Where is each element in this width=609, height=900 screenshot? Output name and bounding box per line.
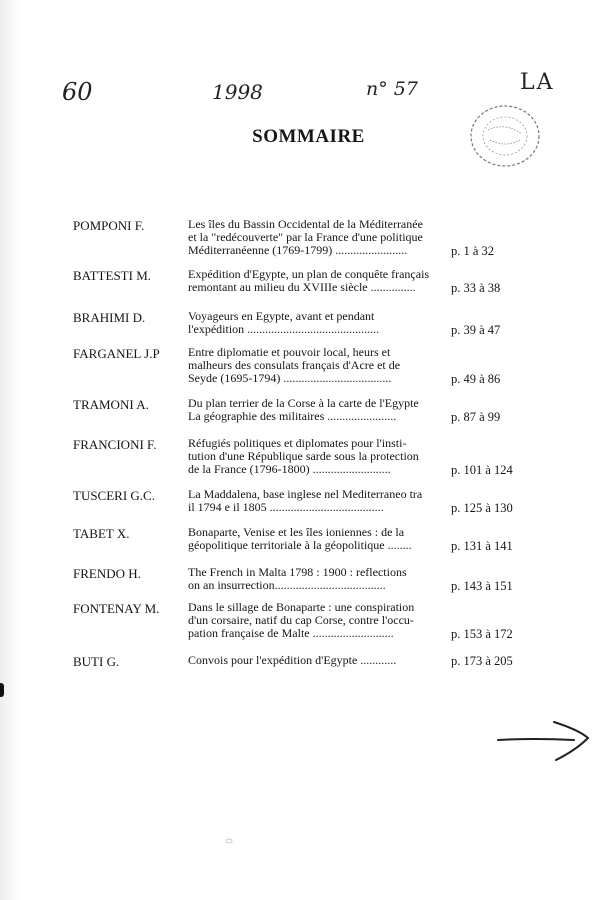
toc-title-line: La Maddalena, base inglese nel Mediterraneo tra: [188, 488, 423, 501]
toc-title-line: on an insurrection.....................................: [188, 579, 386, 592]
paper-smudge: [225, 838, 233, 844]
toc-title-line: de la France (1796-1800) ..........................: [188, 463, 391, 476]
toc-page-range: p. 39 à 47: [451, 323, 501, 337]
handwritten-year: 1998: [212, 80, 263, 104]
toc-author: FRANCIONI F.: [73, 437, 157, 452]
toc-title-line: pation française de Malte ...........................: [188, 627, 394, 640]
toc-title-line: Bonaparte, Venise et les îles ioniennes : de la: [188, 526, 405, 539]
toc-article-title: [188, 654, 450, 667]
toc-title-line: remontant au milieu du XVIIIe siècle ...............: [188, 281, 416, 294]
toc-article-title: [188, 437, 450, 476]
toc-page-range: p. 153 à 172: [451, 627, 513, 641]
toc-author: TUSCERI G.C.: [73, 488, 155, 503]
toc-title-line: The French in Malta 1798 : 1900 : reflections: [188, 566, 407, 579]
toc-article-title: [188, 566, 450, 592]
toc-author: FONTENAY M.: [73, 601, 160, 616]
toc-page-range: p. 173 à 205: [451, 654, 513, 668]
toc-author: TRAMONI A.: [73, 397, 149, 412]
toc-title-line: La géographie des militaires .......................: [188, 410, 397, 423]
toc-title-line: Convois pour l'expédition d'Egypte ............: [188, 654, 397, 667]
toc-page-range: p. 143 à 151: [451, 579, 513, 593]
toc-title-line: Du plan terrier de la Corse à la carte de l'Egypte: [188, 397, 419, 410]
binding-mark: [0, 683, 4, 697]
toc-title-line: Voyageurs en Egypte, avant et pendant: [188, 310, 375, 323]
toc-article-title: [188, 601, 450, 640]
toc-author: TABET X.: [73, 526, 130, 541]
toc-title-line: Seyde (1695-1794) ....................................: [188, 372, 392, 385]
handwritten-initials: LA: [520, 70, 555, 95]
toc-title-line: Méditerranéenne (1769-1799) ........................: [188, 244, 408, 257]
handwritten-arrow-icon: [494, 716, 594, 766]
toc-page-range: p. 125 à 130: [451, 501, 513, 515]
toc-title-line: Entre diplomatie et pouvoir local, heurs et: [188, 346, 391, 359]
toc-author: POMPONI F.: [73, 218, 145, 233]
toc-title-line: Les îles du Bassin Occidental de la Méditerranée: [188, 218, 423, 231]
toc-page-range: p. 33 à 38: [451, 281, 501, 295]
toc-page-range: p. 87 à 99: [451, 410, 501, 424]
toc-title-line: il 1794 e il 1805 ......................................: [188, 501, 384, 514]
toc-page-range: p. 101 à 124: [451, 463, 513, 477]
toc-author: BRAHIMI D.: [73, 310, 146, 325]
toc-author: FARGANEL J.P: [73, 346, 160, 361]
toc-title-line: et la "redécouverte" par la France d'une politique: [188, 231, 423, 244]
toc-title-line: malheurs des consulats français d'Acre et de: [188, 359, 401, 372]
toc-article-title: [188, 488, 450, 514]
handwritten-note-left: 60: [62, 78, 93, 106]
toc-page-range: p. 131 à 141: [451, 539, 513, 553]
page-title: SOMMAIRE: [252, 126, 365, 147]
toc-article-title: [188, 310, 450, 336]
toc-article-title: [188, 346, 450, 385]
toc-article-title: [188, 397, 450, 423]
toc-title-line: Expédition d'Egypte, un plan de conquête français: [188, 268, 430, 281]
toc-title-line: Dans le sillage de Bonaparte : une conspiration: [188, 601, 415, 614]
toc-author: BUTI G.: [73, 654, 120, 669]
handwritten-number: n° 57: [366, 78, 418, 100]
toc-author: BATTESTI M.: [73, 268, 151, 283]
toc-author: FRENDO H.: [73, 566, 141, 581]
toc-title-line: géopolitique territoriale à la géopolitique ........: [188, 539, 412, 552]
toc-title-line: Réfugiés politiques et diplomates pour l'insti-: [188, 437, 407, 450]
toc-page-range: p. 1 à 32: [451, 244, 495, 258]
toc-title-line: l'expédition ............................................: [188, 323, 380, 336]
toc-title-line: tution d'une République sarde sous la protection: [188, 450, 419, 463]
toc-article-title: [188, 218, 450, 257]
toc-title-line: d'un corsaire, natif du cap Corse, contre l'occu-: [188, 614, 414, 627]
toc-page-range: p. 49 à 86: [451, 372, 501, 386]
toc-article-title: [188, 526, 450, 552]
toc-article-title: [188, 268, 450, 294]
